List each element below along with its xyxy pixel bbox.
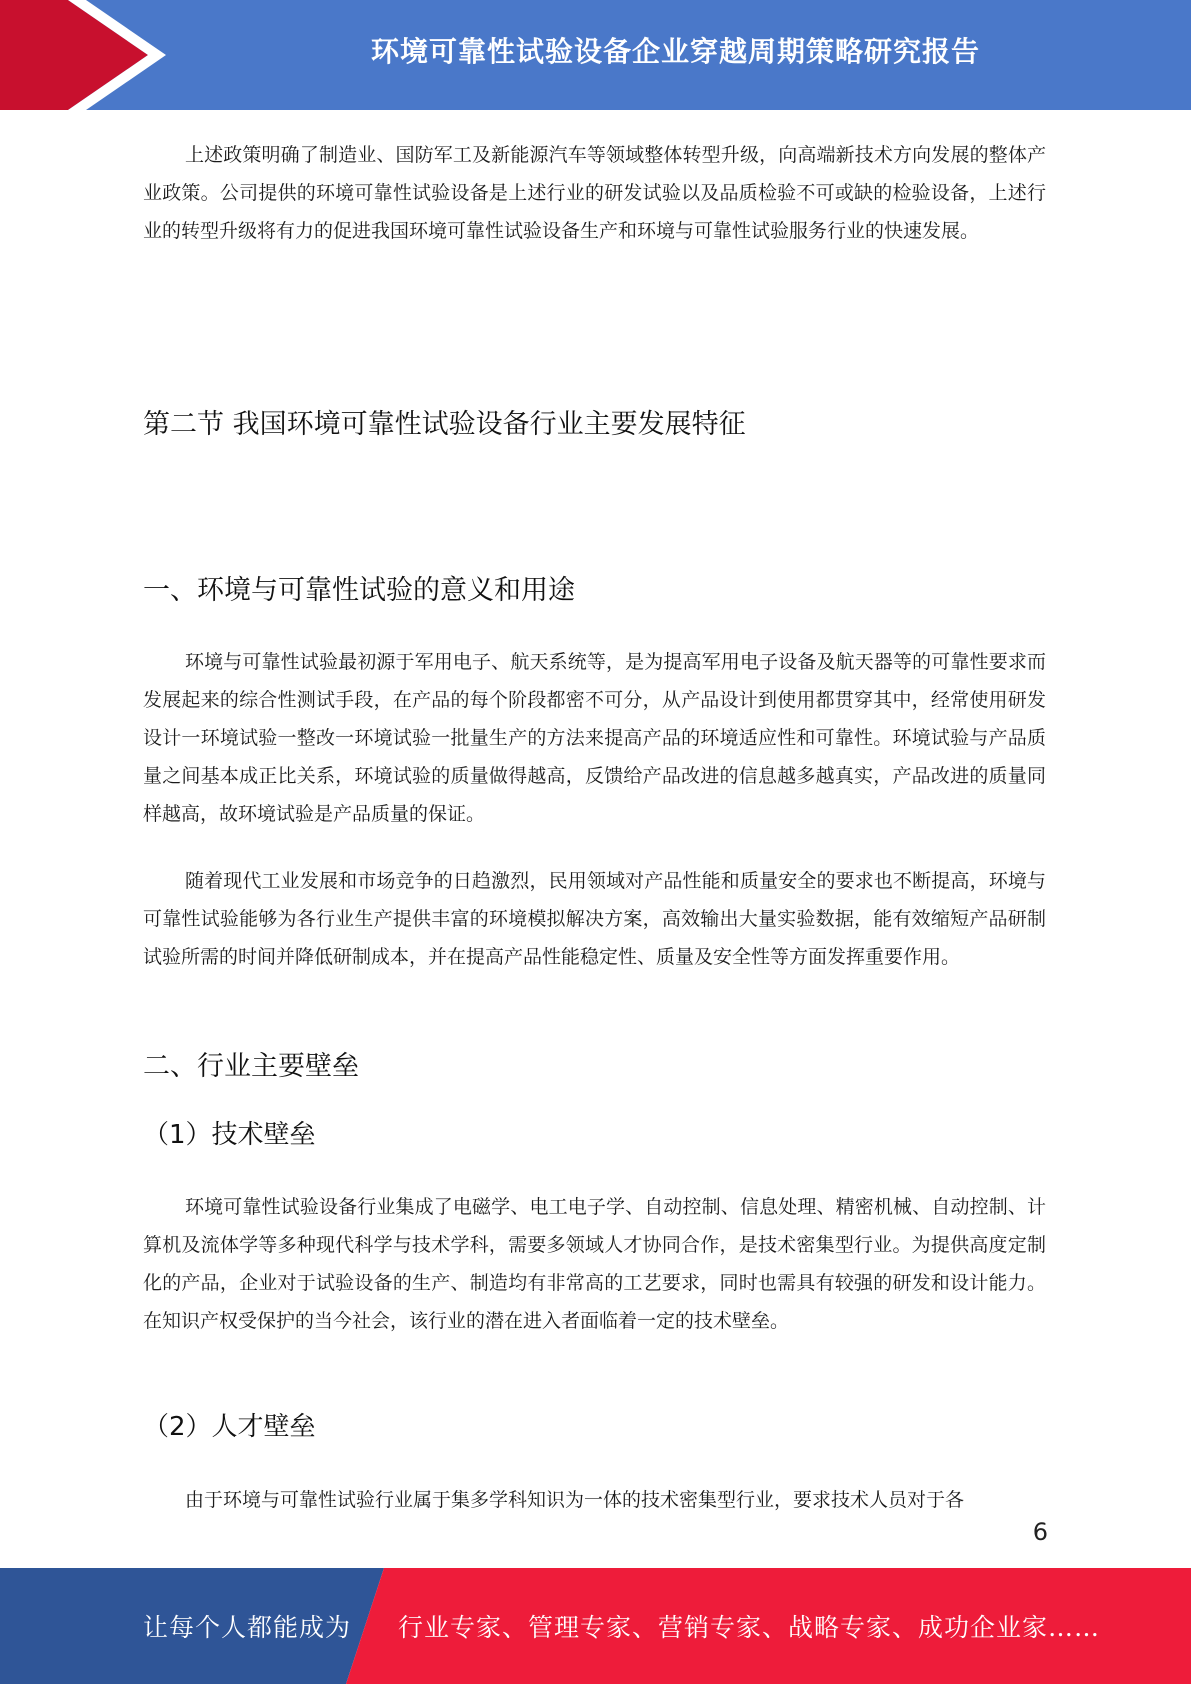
page-footer — [0, 1568, 1191, 1684]
section-heading: 第二节 我国环境可靠性试验设备行业主要发展特征 — [143, 409, 746, 440]
header-title: 环境可靠性试验设备企业穿越周期策略研究报告 — [370, 35, 980, 68]
footer-slogan-left: 让每个人都能成为 — [143, 1613, 352, 1642]
heading-test-significance: 一、环境与可靠性试验的意义和用途 — [143, 575, 575, 606]
heading-technical-barrier: （1）技术壁垒 — [143, 1120, 316, 1150]
heading-industry-barriers: 二、行业主要壁垒 — [143, 1051, 359, 1082]
heading-talent-barrier: （2）人才壁垒 — [143, 1412, 316, 1442]
paragraph-technical-barrier: 环境可靠性试验设备行业集成了电磁学、电工电子学、自动控制、信息处理、精密机械、自动控制、计算机及流体学等多种现代科学与技术学科，需要多领域人才协同合作，是技术密集型行业。为提供高度定制化的产品，企业对于试验设备的生产、制造均有非常高的工艺要求，同时也需具有较强的研发和设计能力。在知识产权受保护的当今社会，该行业的潜在进入者面临着一定的技术壁垒。 — [143, 1196, 1046, 1332]
page-number: 6 — [1032, 1518, 1048, 1546]
paragraph-civil-demand: 随着现代工业发展和市场竞争的日趋激烈，民用领域对产品性能和质量安全的要求也不断提高，环境与可靠性试验能够为各行业生产提供丰富的环境模拟解决方案，高效输出大量实验数据，能有效缩短产品研制试验所需的时间并降低研制成本，并在提高产品性能稳定性、质量及安全性等方面发挥重要作用。 — [143, 870, 1046, 968]
footer-slogan-right: 行业专家、管理专家、营销专家、战略专家、成功企业家…… — [398, 1613, 1101, 1642]
page-header — [0, 0, 1191, 110]
paragraph-test-origin: 环境与可靠性试验最初源于军用电子、航天系统等，是为提高军用电子设备及航天器等的可靠性要求而发展起来的综合性测试手段，在产品的每个阶段都密不可分，从产品设计到使用都贯穿其中，经常使用研发设计一环境试验一整改一环境试验一批量生产的方法来提高产品的环境适应性和可靠性。环境试验与产品质量之间基本成正比关系，环境试验的质量做得越高，反馈给产品改进的信息越多越真实，产品改进的质量同样越高，故环境试验是产品质量的保证。 — [143, 651, 1046, 825]
paragraph-policy-summary: 上述政策明确了制造业、国防军工及新能源汽车等领域整体转型升级，向高端新技术方向发展的整体产业政策。公司提供的环境可靠性试验设备是上述行业的研发试验以及品质检验不可或缺的检验设备，上述行业的转型升级将有力的促进我国环境可靠性试验设备生产和环境与可靠性试验服务行业的快速发展。 — [143, 144, 1046, 242]
paragraph-talent-barrier: 由于环境与可靠性试验行业属于集多学科知识为一体的技术密集型行业，要求技术人员对于各 — [185, 1489, 965, 1511]
